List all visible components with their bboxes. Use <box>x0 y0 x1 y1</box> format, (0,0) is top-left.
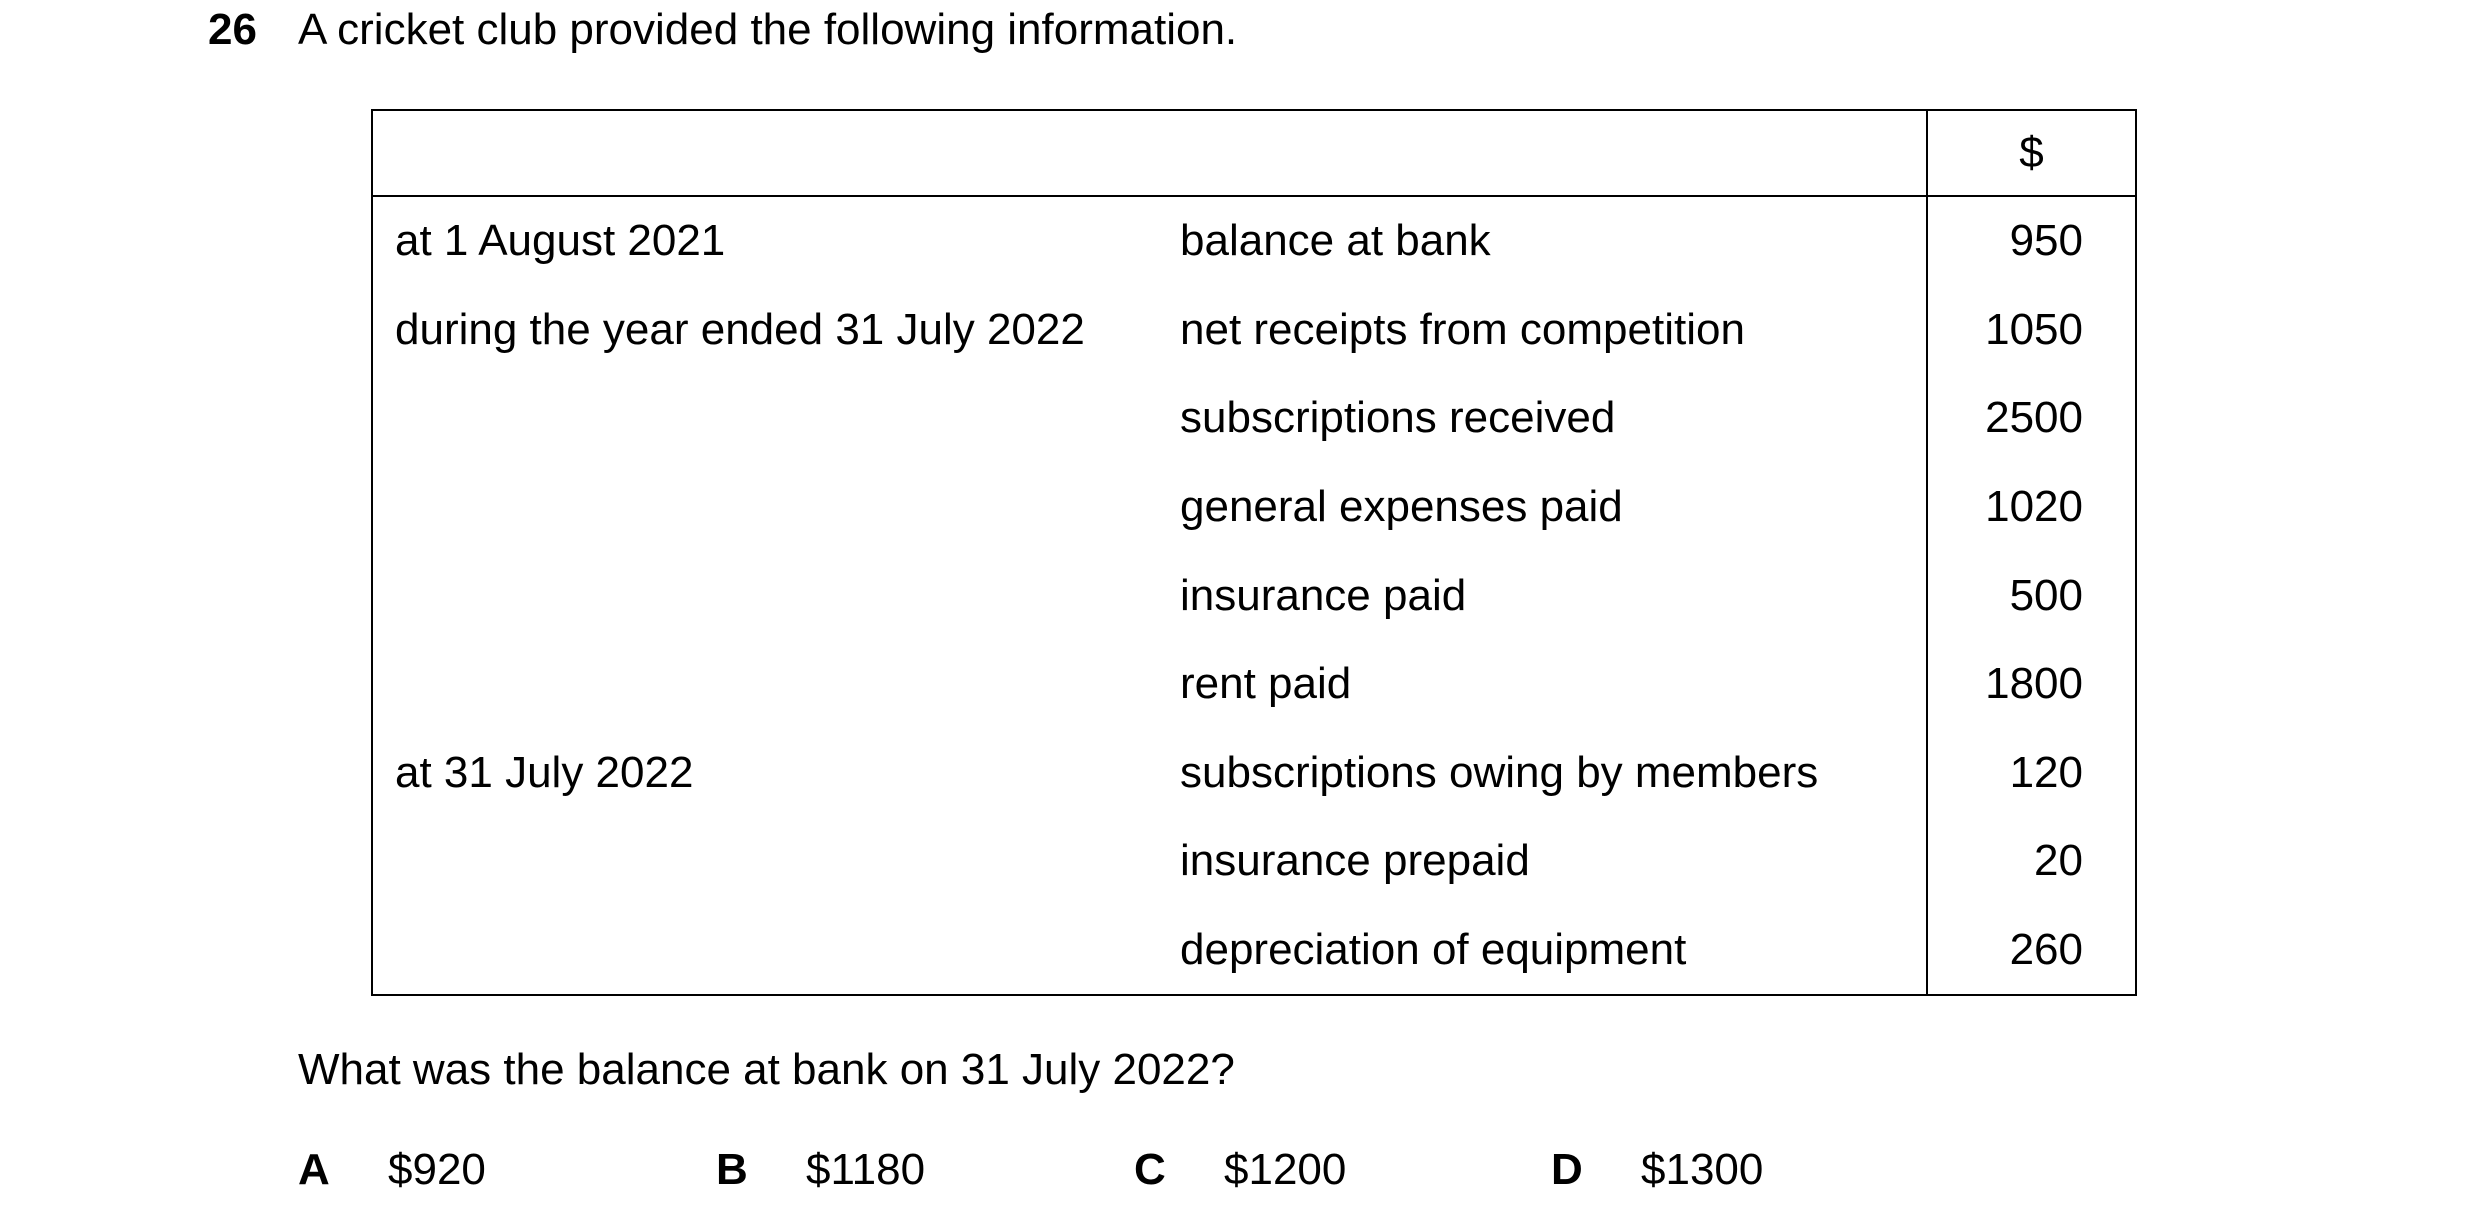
row-description: subscriptions owing by members <box>1180 747 1819 797</box>
table-row <box>372 463 2136 552</box>
row-amount: 1800 <box>1927 640 2136 729</box>
row-description: subscriptions received <box>1180 393 1616 443</box>
row-amount: 950 <box>1927 196 2136 286</box>
row-period: during the year ended 31 July 2022 <box>395 304 1085 354</box>
row-period <box>372 374 1180 463</box>
table-row <box>372 906 2136 996</box>
row-period <box>372 551 1180 640</box>
answer-options <box>0 1138 2480 1202</box>
table-row <box>372 196 2136 286</box>
header-description <box>1180 110 1927 196</box>
option-letter: D <box>1551 1145 1583 1194</box>
row-period: at 1 August 2021 <box>395 216 726 266</box>
option-letter: B <box>716 1145 748 1194</box>
option-value: $1300 <box>1641 1145 1764 1194</box>
table-row <box>372 729 2136 818</box>
row-amount: 1050 <box>1927 286 2136 375</box>
header-amount: $ <box>1927 110 2136 196</box>
option-letter: C <box>1134 1145 1166 1194</box>
row-period <box>372 640 1180 729</box>
table-row <box>372 286 2136 375</box>
information-table <box>371 109 2137 996</box>
question-prompt: What was the balance at bank on 31 July 2022? <box>298 1045 1235 1094</box>
table-row <box>372 640 2136 729</box>
question-intro: A cricket club provided the following information. <box>298 5 1238 54</box>
table-row <box>372 374 2136 463</box>
row-description: insurance prepaid <box>1180 836 1530 886</box>
row-amount: 500 <box>1927 551 2136 640</box>
option-value: $1200 <box>1224 1145 1347 1194</box>
row-description: depreciation of equipment <box>1180 925 1687 975</box>
row-description: insurance paid <box>1180 570 1467 620</box>
row-description: balance at bank <box>1180 216 1491 266</box>
row-period <box>372 906 1180 996</box>
table-row <box>372 551 2136 640</box>
row-amount: 1020 <box>1927 463 2136 552</box>
row-period <box>372 463 1180 552</box>
option-value: $920 <box>388 1145 486 1194</box>
row-amount: 120 <box>1927 729 2136 818</box>
row-period <box>372 817 1180 906</box>
row-amount: 260 <box>1927 906 2136 996</box>
option-letter: A <box>298 1145 330 1194</box>
row-description: rent paid <box>1180 659 1352 709</box>
header-period <box>372 110 1180 196</box>
row-description: net receipts from competition <box>1180 304 1745 354</box>
question-number: 26 <box>208 5 257 54</box>
row-amount: 20 <box>1927 817 2136 906</box>
table-row <box>372 817 2136 906</box>
row-description: general expenses paid <box>1180 482 1623 532</box>
option-value: $1180 <box>806 1145 926 1194</box>
row-period: at 31 July 2022 <box>395 747 694 797</box>
table-header-row <box>372 110 2136 196</box>
row-amount: 2500 <box>1927 374 2136 463</box>
